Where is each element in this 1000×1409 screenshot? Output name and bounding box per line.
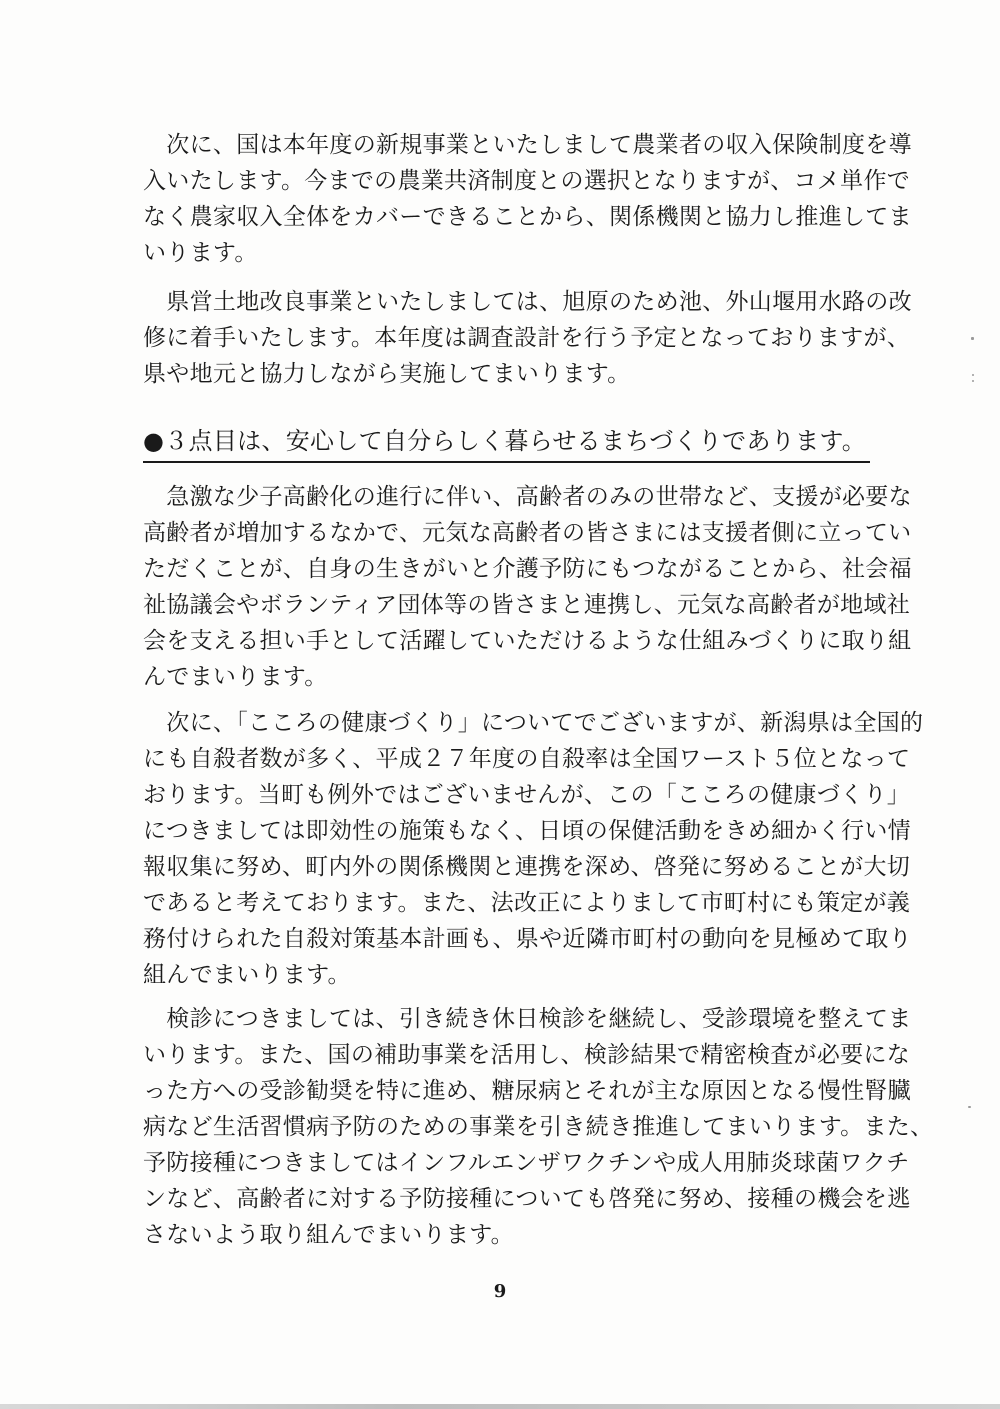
text-line: であると考えております。また、法改正によりまして市町村にも策定が義 (143, 890, 911, 916)
text-line: 検診につきましては、引き続き休日検診を継続し、受診環境を整えてま (143, 1006, 912, 1032)
text-line: 祉協議会やボランティア団体等の皆さまと連携し、元気な高齢者が地域社 (143, 592, 911, 618)
text-line: ンなど、高齢者に対する予防接種についても啓発に努め、接種の機会を逃 (143, 1186, 911, 1212)
text-line: 高齢者が増加するなかで、元気な高齢者の皆さまには支援者側に立ってい (143, 520, 912, 546)
text-line: 次に、「こころの健康づくり」についてでございますが、新潟県は全国的 (143, 710, 924, 736)
text-line: 予防接種につきましてはインフルエンザワクチンや成人用肺炎球菌ワクチ (143, 1150, 910, 1176)
section-heading: ●３点目は、安心して自分らしく暮らせるまちづくりであります。 (143, 421, 870, 463)
text-line: 急激な少子高齢化の進行に伴い、高齢者のみの世帯など、支援が必要な (143, 484, 912, 510)
text-line: なく農家収入全体をカバーできることから、関係機関と協力し推進してま (143, 204, 912, 230)
text-line: いります。また、国の補助事業を活用し、検診結果で精密検査が必要にな (143, 1042, 911, 1068)
scan-edge-shadow (0, 1404, 1000, 1409)
text-line: 県営土地改良事業といたしましては、旭原のため池、外山堰用水路の改 (143, 289, 912, 315)
paragraph-mental-health (143, 705, 924, 993)
text-line: 会を支える担い手として活躍していただけるような仕組みづくりに取り組 (143, 628, 912, 654)
text-line: 修に着手いたします。本年度は調査設計を行う予定となっておりますが、 (143, 325, 911, 351)
paragraph-income-insurance (143, 127, 912, 271)
text-line: にも自殺者数が多く、平成２７年度の自殺率は全国ワースト５位となって (143, 746, 911, 772)
paragraph-health-checkups (143, 1001, 934, 1253)
scan-speck (972, 380, 974, 382)
scan-speck (972, 374, 974, 376)
text-line: った方への受診勧奨を特に進め、糖尿病とそれが主な原因となる慢性腎臓 (143, 1078, 911, 1104)
paragraph-elderly-support (143, 479, 912, 695)
paragraph-land-improvement (143, 284, 912, 392)
text-line: んでまいります。 (143, 664, 328, 690)
text-line: 務付けられた自殺対策基本計画も、県や近隣市町村の動向を見極めて取り (143, 926, 912, 952)
scan-speck (971, 337, 974, 340)
text-line: 報収集に努め、町内外の関係機関と連携を深め、啓発に努めることが大切 (143, 854, 911, 880)
text-line: 入いたします。今までの農業共済制度との選択となりますが、コメ単作で (143, 168, 911, 194)
text-line: につきましては即効性の施策もなく、日頃の保健活動をきめ細かく行い情 (143, 818, 911, 844)
page-number: 9 (493, 1281, 507, 1302)
scan-speck (968, 1106, 971, 1108)
text-line: ただくことが、自身の生きがいと介護予防にもつながることから、社会福 (143, 556, 912, 582)
text-line: 組んでまいります。 (143, 962, 351, 988)
text-line: 県や地元と協力しながら実施してまいります。 (143, 361, 631, 387)
text-line: 次に、国は本年度の新規事業といたしまして農業者の収入保険制度を導 (143, 132, 912, 158)
text-line: おります。当町も例外ではございませんが、この「こころの健康づくり」 (143, 782, 911, 808)
text-line: いります。 (143, 240, 258, 266)
text-line: 病など生活習慣病予防のための事業を引き続き推進してまいります。また、 (143, 1114, 934, 1140)
text-line: さないよう取り組んでまいります。 (143, 1222, 514, 1248)
